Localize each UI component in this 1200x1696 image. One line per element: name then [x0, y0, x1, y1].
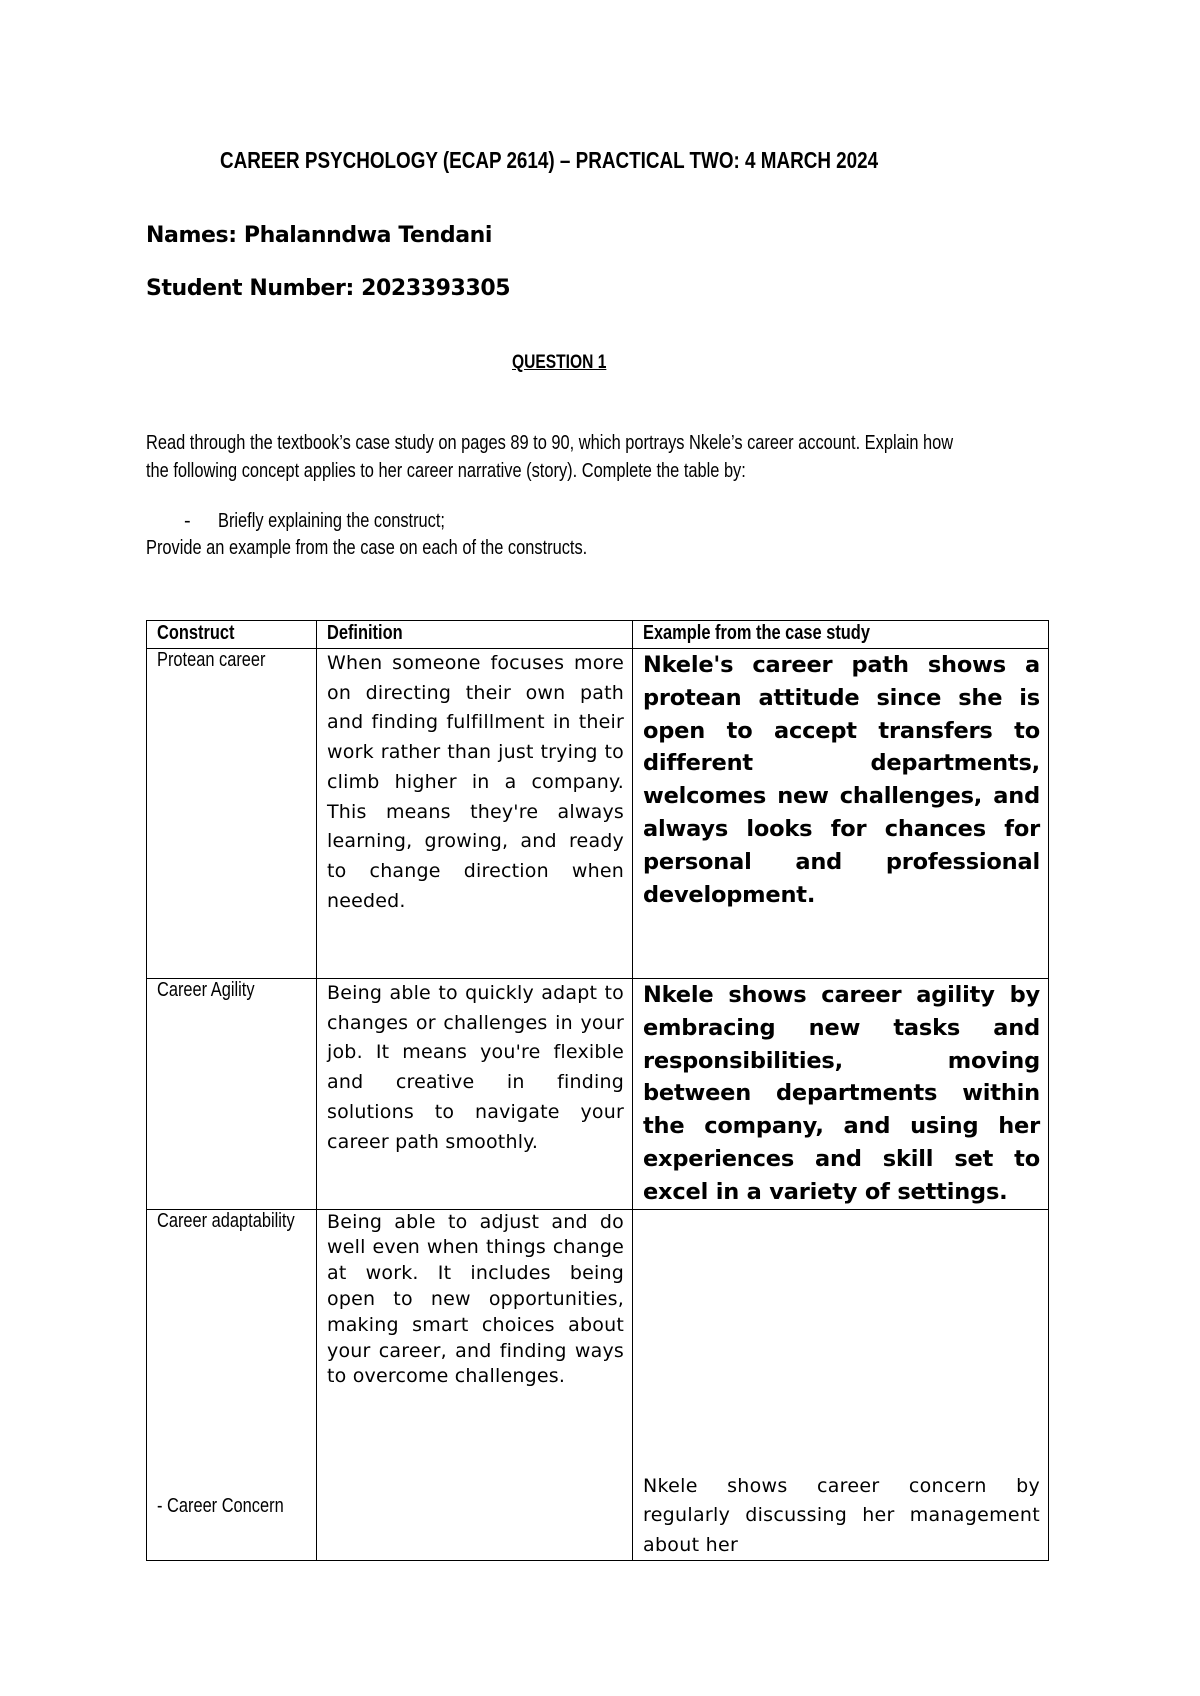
student-number: Student Number: 2023393305 [146, 276, 511, 301]
construct-cell [147, 649, 317, 979]
construct-cell [147, 979, 317, 1210]
definition-text: Being able to quickly adapt to changes or challenges in your job. It means you're flexible and creative in finding solutions to navigate your career path smoothly. [327, 982, 624, 1153]
header-example: Example from the case study [643, 622, 870, 644]
bullet-marker: - [184, 510, 191, 532]
construct-label: Career Agility [157, 979, 255, 1001]
table-row [147, 1209, 1049, 1561]
table-row [147, 649, 1049, 979]
instructions-line-1: Read through the textbook’s case study on pages 89 to 90, which portrays Nkele’s career account. Explain how [146, 432, 954, 454]
example-text: Nkele shows career agility by embracing new tasks and responsibilities, moving between departments within the company, and using her experiences and skill set to excel in a variety of settings. [643, 982, 1040, 1205]
bullet-item: Briefly explaining the construct; [218, 510, 445, 532]
example-cell [633, 1209, 1049, 1561]
header-cell [147, 621, 317, 649]
definition-text: Being able to adjust and do well even when things change at work. It includes being open to new opportunities, making smart choices about your career, and finding ways to overcome challenges. [327, 1210, 624, 1388]
table-row [147, 979, 1049, 1210]
question-heading: QUESTION 1 [512, 352, 607, 373]
student-names: Names: Phalanndwa Tendani [146, 223, 493, 248]
header-construct: Construct [157, 622, 235, 644]
header-cell [317, 621, 633, 649]
example-text: Nkele's career path shows a protean attitude since she is open to accept transfers to different departments, welcomes new challenges, and always looks for chances for personal and professional development. [643, 652, 1040, 908]
example-cell [633, 649, 1049, 979]
construct-cell [147, 1209, 317, 1561]
header-definition: Definition [327, 622, 403, 644]
example-cell [633, 979, 1049, 1210]
sub-example-text: Nkele shows career concern by regularly discussing her management about her [643, 1474, 1040, 1556]
table-header-row [147, 621, 1049, 649]
definition-cell [317, 979, 633, 1210]
definition-cell [317, 1209, 633, 1561]
instructions-line-2: the following concept applies to her career narrative (story). Complete the table by: [146, 460, 746, 482]
construct-label: Career adaptability [157, 1209, 295, 1232]
definition-text: When someone focuses more on directing their own path and finding fulfillment in their work rather than just trying to climb higher in a company. This means they're always learning, growing, and ready to change direction when needed. [327, 652, 624, 912]
provide-instruction: Provide an example from the case on each of the constructs. [146, 537, 588, 559]
header-cell [633, 621, 1049, 649]
sub-construct-label: - Career Concern [157, 1494, 284, 1517]
construct-label: Protean career [157, 649, 266, 671]
document-title: CAREER PSYCHOLOGY (ECAP 2614) – PRACTICAL TWO: 4 MARCH 2024 [220, 147, 879, 173]
constructs-table [146, 620, 1049, 1561]
definition-cell [317, 649, 633, 979]
